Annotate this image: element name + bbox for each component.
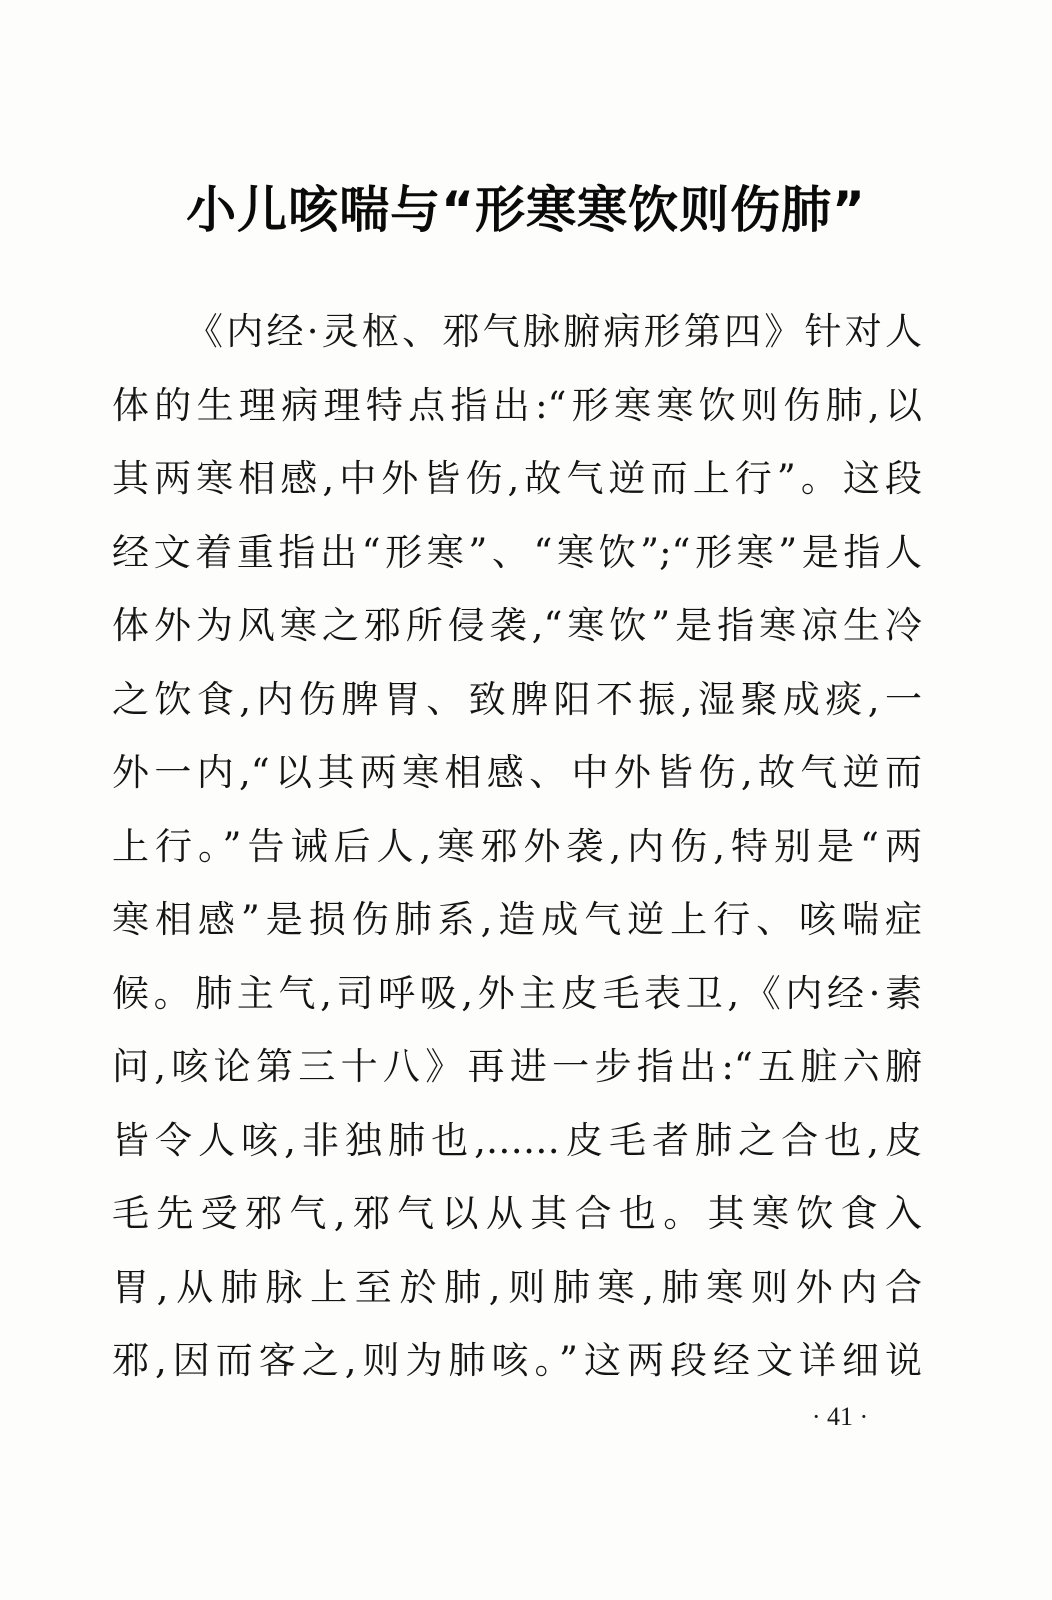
text-line: 体的生理病理特点指出:“形寒寒饮则伤肺,以 [112, 383, 922, 427]
text-line: 之饮食,内伤脾胃、致脾阳不振,湿聚成痰,一 [112, 677, 922, 721]
text-line: 邪,因而客之,则为肺咳。”这两段经文详细说 [112, 1339, 922, 1382]
page-title: 小儿咳喘与“形寒寒饮则伤肺” [186, 181, 866, 239]
text-line: 候。肺主气,司呼吸,外主皮毛表卫,《内经·素 [112, 971, 922, 1015]
text-line: 外一内,“以其两寒相感、中外皆伤,故气逆而 [112, 751, 922, 794]
body-text [112, 295, 922, 1398]
text-line: 体外为风寒之邪所侵袭,“寒饮”是指寒凉生冷 [112, 604, 922, 647]
text-line: 上行。”告诫后人,寒邪外袭,内伤,特别是“两 [112, 824, 922, 868]
text-line: 皆令人咳,非独肺也,……皮毛者肺之合也,皮 [112, 1118, 922, 1162]
text-line: 胃,从肺脉上至於肺,则肺寒,肺寒则外内合 [112, 1265, 922, 1309]
text-line: 其两寒相感,中外皆伤,故气逆而上行”。这段 [112, 457, 922, 500]
text-line: 问,咳论第三十八》再进一步指出:“五脏六腑 [112, 1045, 922, 1088]
text-line: 《内经·灵枢、邪气脉腑病形第四》针对人 [186, 310, 922, 353]
text-line: 毛先受邪气,邪气以从其合也。其寒饮食入 [112, 1192, 922, 1235]
text-line: 经文着重指出“形寒”、“寒饮”;“形寒”是指人 [112, 530, 922, 574]
page-number: · 41 · [811, 1402, 869, 1431]
text-line: 寒相感”是损伤肺系,造成气逆上行、咳喘症 [112, 898, 922, 941]
